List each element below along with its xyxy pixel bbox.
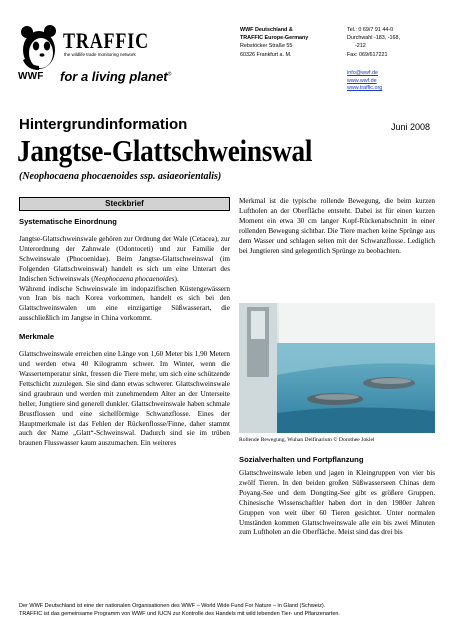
address-block — [240, 26, 308, 59]
subhead-systematik: Systematische Einordnung — [19, 217, 117, 226]
traffic-website-link[interactable]: www.traffic.org — [347, 85, 383, 92]
wwf-website-link[interactable]: www.wwf.de — [347, 77, 377, 84]
registered-mark: ® — [167, 71, 172, 78]
subhead-merkmale: Merkmale — [19, 332, 55, 342]
address-street: Rebstöcker Straße 55 — [240, 43, 293, 50]
contact-tel: Tel.: 0 69/7 91 44-0 — [347, 27, 394, 33]
contact-block — [347, 26, 400, 59]
contact-fax: Fax: 069/617221 — [347, 51, 388, 58]
right-column — [239, 197, 435, 256]
left-column — [19, 197, 230, 449]
traffic-tagline: the wildlife trade monitoring network — [64, 52, 136, 57]
contact-durchwahl: Durchwahl -183, -168, — [347, 35, 401, 42]
porpoise-photo-image — [239, 303, 435, 433]
subhead-sozialverhalten: Sozialverhalten und Fortpflanzung — [239, 455, 364, 464]
paragraph-verbreitung: Während indische Schweinswale im indopazifischen Küstengewässern von Iran bis nach Korea vorkommen, handelt es sich bei den Glattschweinswalen um eine einzigartige Süßwasserart, die ausschließlich im Jangtse in China vorkommt. — [19, 284, 230, 323]
paragraph-bewegung: Merkmal ist die typische rollende Bewegung, die beim kurzen Luftholen an der Oberfläche entsteht. Dabei ist für einen kurzen Moment ein etwa 30 cm langer Kopf-Rückenabschnitt in einer rollenden Bewegung sichtbar. Die Tiere machen keine Sprünge aus dem Wasser und schlagen selten mit der Schwanzflosse. Lediglich bei Jungtieren sind gelegentlich Sprünge zu beobachten. — [239, 197, 435, 255]
issue-date: Juni 2008 — [390, 122, 430, 132]
footer-line2: TRAFFIC ist das gemeinsame Programm von WWF und IUCN zur Kontrolle des Handels mit wild lebenden Tier- und Pflanzenarten. — [19, 610, 340, 617]
page-title: Jangtse-Glattschweinswal — [17, 133, 313, 168]
paragraph-systematik: Jangtse-Glattschweinswale gehören zur Ordnung der Wale (Cetacea), zur Unterordnung der Zahnwale (Odontoceti) und zur Familie der Schweinswale (Phocoenidae). Beim Jangtse-Glattschweinswal (im Folgenden Glattschweinswal) handelt es sich um eine Unterart des Indischen Schweinswals (Neophocaena phocaenoides). — [19, 235, 230, 283]
paragraph-sozialverhalten: Glattschweinswale leben und jagen in Kleingruppen von vier bis zwölf Tieren. In den beiden großen Süßwasserseen Chinas dem Poyang-See und dem Dongting-See gibt es größere Gruppen. Chinesische Wissenschaftler haben dort in den 1980er Jahren Gruppen von weit über 60 Tieren gesichtet. Unter normalen Umständen kommen Glattschweinswale alle ein bis zwei Minuten zum Luftholen an die Oberfläche. Meist sind das drei bis — [239, 469, 435, 537]
steckbrief-box: Steckbrief — [19, 197, 230, 211]
address-org1: WWF Deutschland & — [240, 27, 293, 33]
traffic-logo-text: TRAFFIC — [63, 28, 149, 53]
porpoise-photo — [239, 303, 435, 433]
wwf-logo-text: WWF — [18, 71, 44, 82]
panda-icon — [19, 22, 59, 72]
address-city: 60326 Frankfurt a. M. — [240, 51, 292, 58]
links-block — [347, 70, 382, 93]
email-link[interactable]: info@wwf.de — [347, 70, 378, 76]
footer — [19, 603, 439, 618]
photo-caption: Rollende Bewegung, Wuhan Delfinarium © Dorothee Jokiel — [239, 437, 375, 443]
section-heading: Hintergrundinformation — [19, 116, 188, 133]
footer-line1: Der WWF Deutschland ist eine der nationalen Organisationen des WWF – World Wide Fund For Nature – in Gland (Schweiz). — [19, 603, 326, 609]
scientific-name: (Neophocaena phocaenoides ssp. asiaeorientalis) — [19, 171, 222, 182]
slogan: for a living planet® — [60, 69, 172, 84]
paragraph-merkmale: Glattschweinswale erreichen eine Länge von 1,60 Meter bis 1,90 Metern und werden etwa 40 Kilogramm schwer. Im Winter, wenn die Wassertemperatur sinkt, fressen die Tiere mehr, um sich eine schützende Fettschicht zuzulegen. Sie sind dann etwas schwerer. Glattschweinswale sind graubraun und werden mit zunehmendem Alter an der Unterseite heller, Jungtiere sind generell dunkler. Glattschweinswale haben schmale Brustflossen und eine sichelförmige Schwanzflosse. Eines der Hauptmerkmale ist das Fehlen der Rückenflosse/Finne, daher stammt auch der Name „Glatt“-Schweinswal. Dadurch sind sie im trüben braunen Flusswasser kaum auszumachen. Ein weiteres — [19, 350, 230, 448]
address-org2: TRAFFIC Europe-Germany — [240, 35, 309, 42]
contact-ext: -212 — [355, 43, 366, 50]
